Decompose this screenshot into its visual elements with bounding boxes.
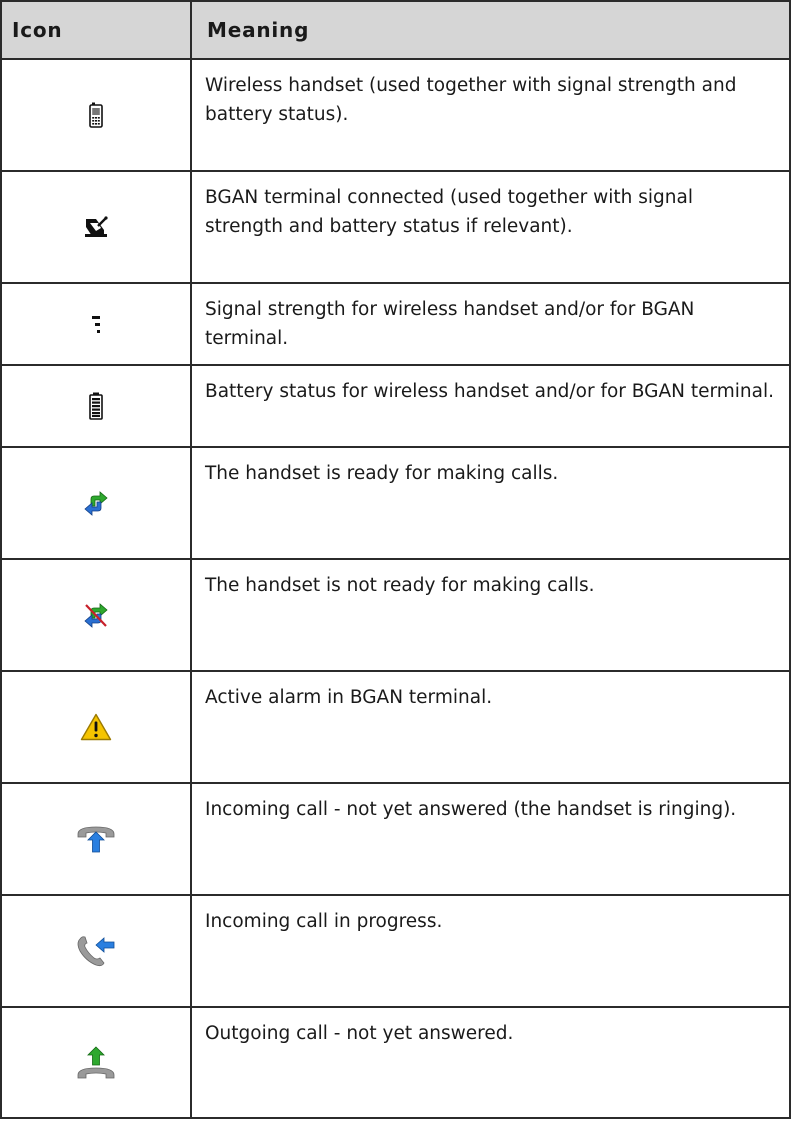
meaning-cell: The handset is ready for making calls. <box>191 447 790 559</box>
meaning-cell: Wireless handset (used together with signal strength and battery status). <box>191 59 790 171</box>
table-row <box>1 171 790 283</box>
header-icon: Icon <box>1 1 191 59</box>
outgoing-call-ringing-icon <box>76 1046 116 1080</box>
table-row <box>1 447 790 559</box>
bgan-terminal-icon <box>84 216 108 238</box>
table-header-row <box>1 1 790 59</box>
signal-strength-icon <box>92 316 100 334</box>
meaning-cell: BGAN terminal connected (used together with signal strength and battery status if relevant). <box>191 171 790 283</box>
wireless-handset-icon <box>89 102 103 128</box>
meaning-cell: Incoming call in progress. <box>191 895 790 1007</box>
icon-cell <box>1 783 191 895</box>
not-ready-arrows-icon <box>82 601 110 629</box>
icon-cell <box>1 447 191 559</box>
table-row <box>1 59 790 171</box>
meaning-cell: Signal strength for wireless handset and/or for BGAN terminal. <box>191 283 790 365</box>
table-row <box>1 1007 790 1118</box>
table-row <box>1 559 790 671</box>
icon-cell <box>1 171 191 283</box>
icon-cell <box>1 283 191 365</box>
meaning-cell: Outgoing call - not yet answered. <box>191 1007 790 1118</box>
warning-icon <box>80 713 112 741</box>
icon-cell <box>1 671 191 783</box>
header-meaning: Meaning <box>191 1 790 59</box>
icon-cell <box>1 895 191 1007</box>
battery-status-icon <box>89 392 103 420</box>
meaning-cell: The handset is not ready for making calls. <box>191 559 790 671</box>
icon-cell <box>1 1007 191 1118</box>
icon-cell <box>1 559 191 671</box>
meaning-cell: Active alarm in BGAN terminal. <box>191 671 790 783</box>
table-row <box>1 283 790 365</box>
icon-cell <box>1 365 191 447</box>
table-row <box>1 895 790 1007</box>
table-row <box>1 365 790 447</box>
table-row <box>1 783 790 895</box>
meaning-cell: Incoming call - not yet answered (the handset is ringing). <box>191 783 790 895</box>
ready-arrows-icon <box>83 490 109 516</box>
icon-cell <box>1 59 191 171</box>
meaning-cell: Battery status for wireless handset and/or for BGAN terminal. <box>191 365 790 447</box>
table-row <box>1 671 790 783</box>
incoming-call-in-progress-icon <box>76 935 116 967</box>
incoming-call-ringing-icon <box>76 824 116 854</box>
